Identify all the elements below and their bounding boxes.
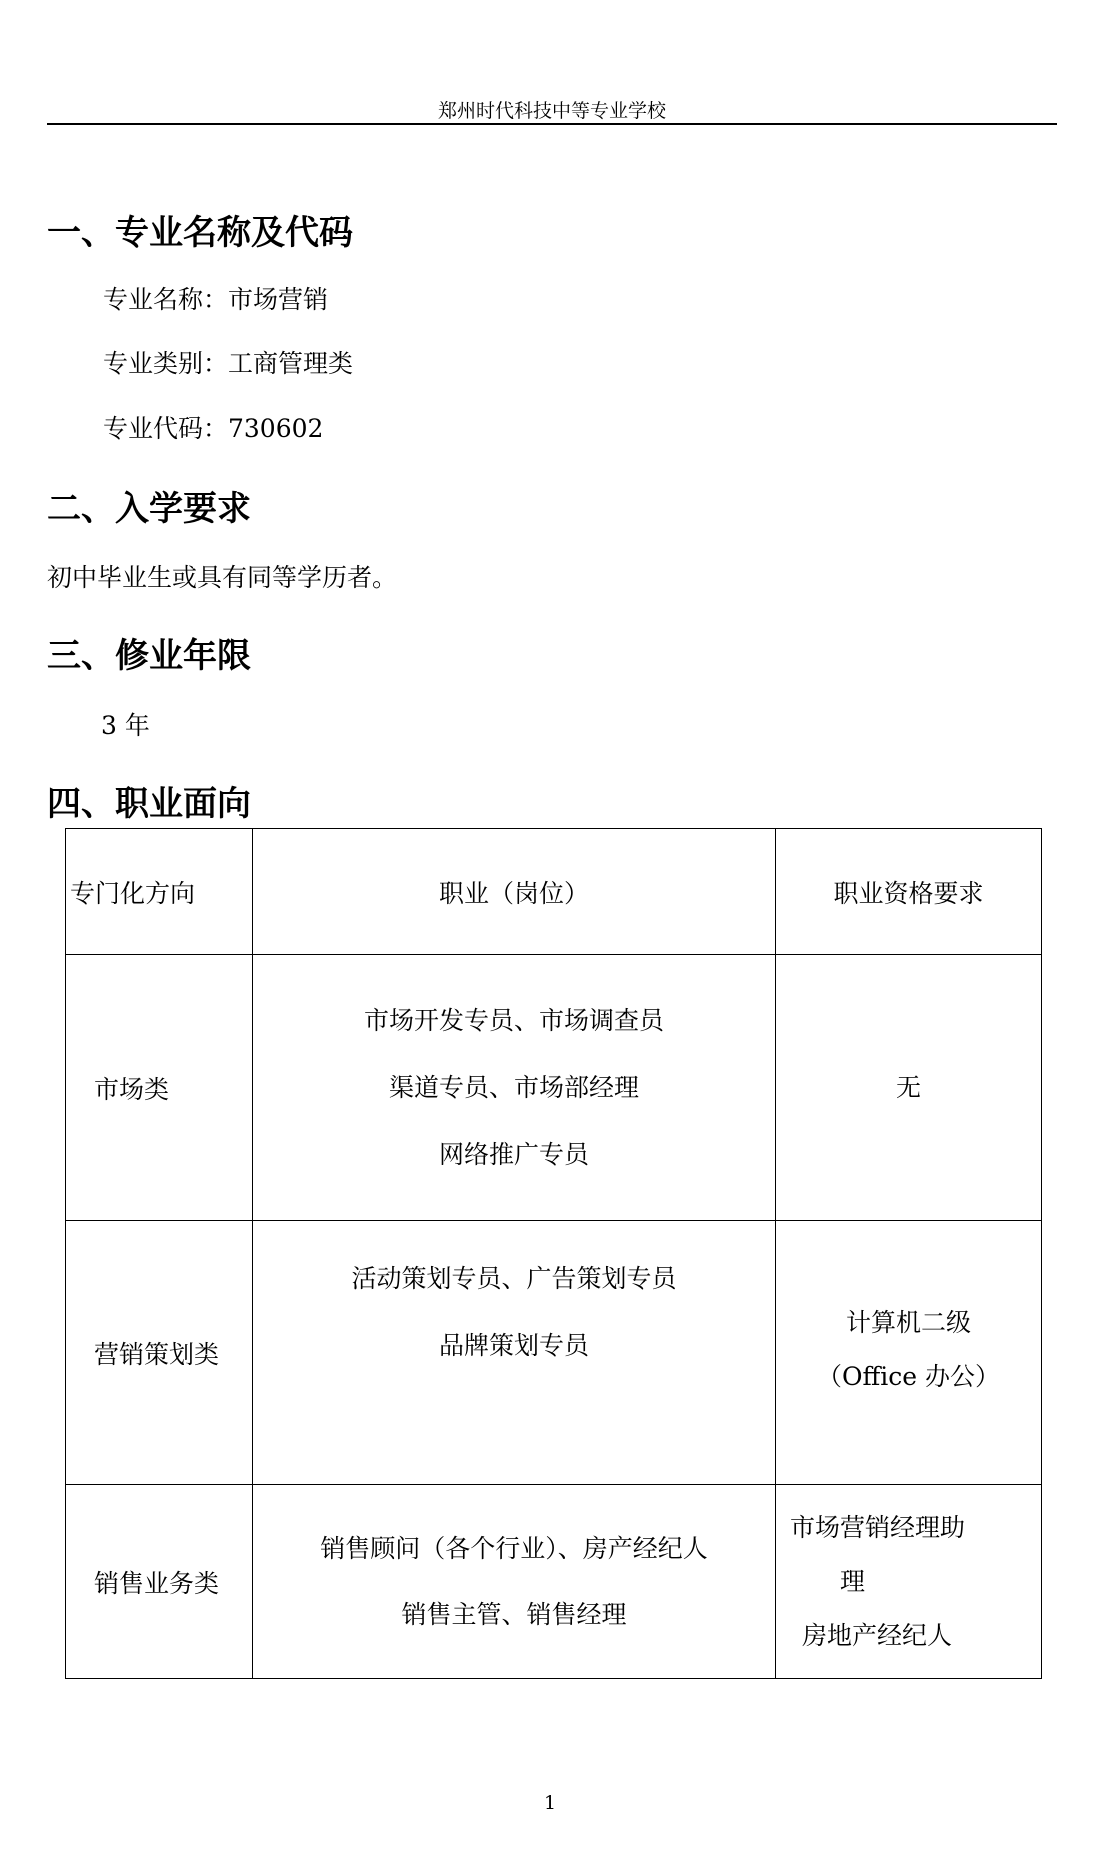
cert-cell bbox=[776, 955, 1042, 1221]
job-line: 销售顾问（各个行业）、房产经纪人 bbox=[320, 1533, 708, 1563]
section-3-heading: 三、修业年限 bbox=[47, 636, 251, 676]
admission-requirement: 初中毕业生或具有同等学历者。 bbox=[47, 563, 398, 592]
cert-line: 计算机二级 bbox=[845, 1308, 971, 1337]
page-number: 1 bbox=[543, 1792, 557, 1814]
direction-cell: 市场类 bbox=[66, 955, 253, 1221]
major-category: 专业类别：工商管理类 bbox=[103, 349, 354, 378]
header-divider bbox=[47, 123, 1057, 125]
cert-line: 理 bbox=[840, 1566, 866, 1596]
header-cert: 职业资格要求 bbox=[776, 829, 1042, 955]
table-header-row bbox=[66, 829, 1042, 955]
major-code: 专业代码：730602 bbox=[103, 414, 324, 443]
direction-cell: 销售业务类 bbox=[66, 1485, 253, 1679]
cert-line: 市场营销经理助 bbox=[790, 1512, 966, 1542]
document-header-title: 郑州时代科技中等专业学校 bbox=[437, 100, 666, 122]
section-4-heading: 四、职业面向 bbox=[47, 784, 251, 824]
table-row bbox=[66, 1221, 1042, 1485]
cert-line: （Office 办公） bbox=[817, 1362, 1000, 1391]
cert-cell bbox=[776, 1485, 1042, 1679]
table-row bbox=[66, 955, 1042, 1221]
job-line: 销售主管、销售经理 bbox=[401, 1599, 627, 1629]
jobs-cell bbox=[253, 1485, 776, 1679]
cert-line: 房地产经纪人 bbox=[802, 1620, 953, 1650]
job-line: 市场开发专员、市场调查员 bbox=[363, 1005, 664, 1035]
major-name: 专业名称：市场营销 bbox=[103, 285, 329, 314]
section-2-heading: 二、入学要求 bbox=[47, 489, 251, 529]
section-1-heading: 一、专业名称及代码 bbox=[47, 213, 353, 253]
direction-cell: 营销策划类 bbox=[66, 1221, 253, 1485]
job-line: 品牌策划专员 bbox=[438, 1331, 589, 1360]
study-duration: 3 年 bbox=[101, 711, 150, 740]
jobs-cell bbox=[253, 955, 776, 1221]
career-table bbox=[65, 828, 1042, 1679]
job-line: 网络推广专员 bbox=[438, 1139, 589, 1169]
table-row bbox=[66, 1485, 1042, 1679]
cert-cell bbox=[776, 1221, 1042, 1485]
jobs-cell bbox=[253, 1221, 776, 1485]
header-jobs: 职业（岗位） bbox=[253, 829, 776, 955]
job-line: 渠道专员、市场部经理 bbox=[388, 1072, 639, 1102]
job-line: 活动策划专员、广告策划专员 bbox=[351, 1264, 677, 1293]
cert-line: 无 bbox=[895, 1072, 921, 1102]
header-direction: 专门化方向 bbox=[66, 829, 253, 955]
